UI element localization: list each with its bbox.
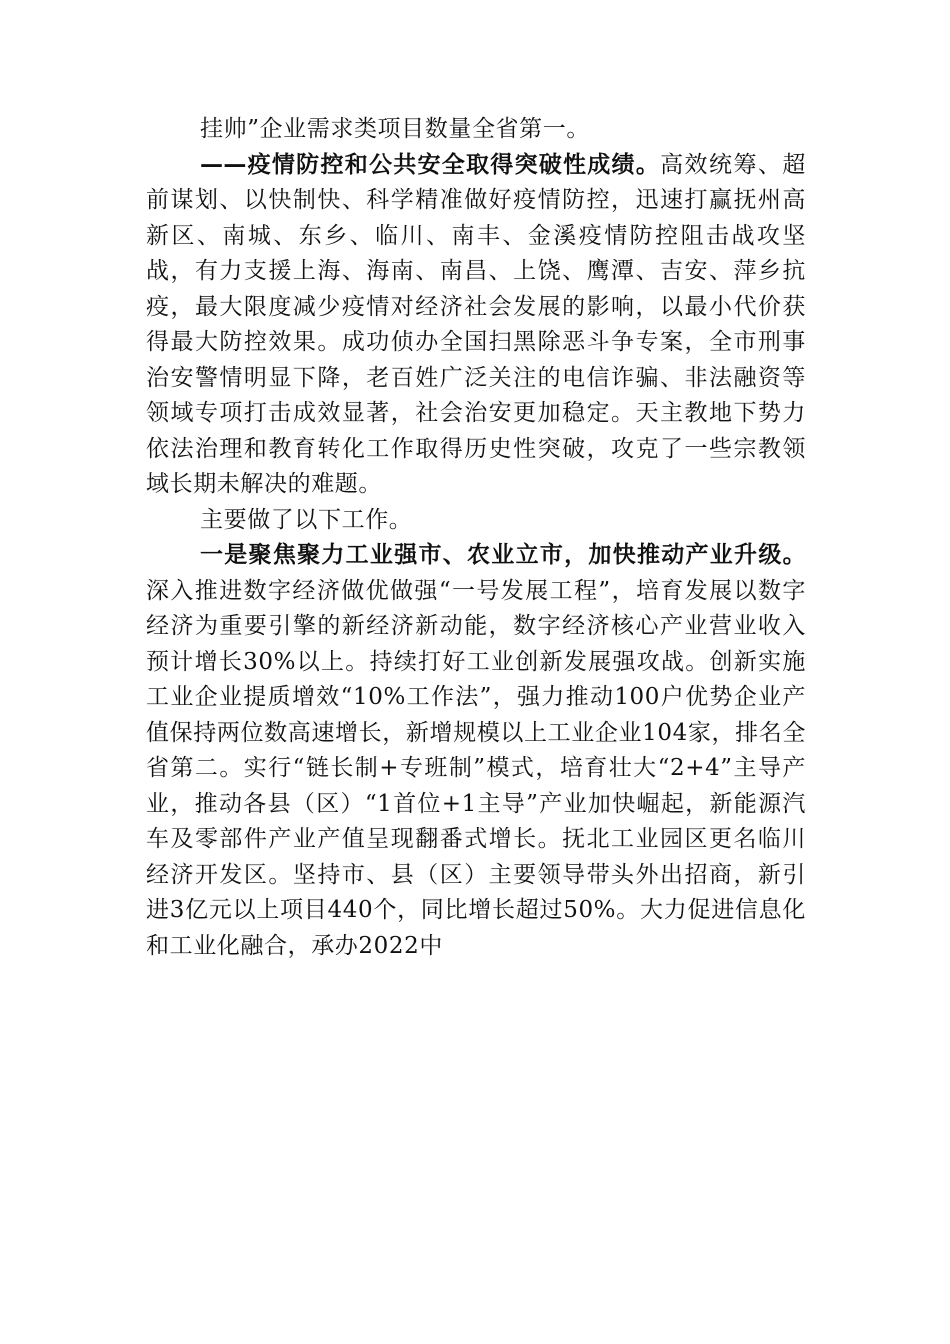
paragraph-text: 挂帅”企业需求类项目数量全省第一。 (200, 116, 590, 142)
paragraph-continuation (146, 112, 806, 148)
paragraph-intro-work (146, 503, 806, 539)
paragraph-epidemic-safety (146, 148, 806, 503)
paragraph-text: 深入推进数字经济做优做强“一号发展工程”，培育发展以数字经济为重要引擎的新经济新动能，数字经济核心产业营业收入预计增长30%以上。持续打好工业创新发展强攻战。创新实施工业企业提质增效“10%工作法”，强力推动100户优势企业产值保持两位数高速增长，新增规模以上工业企业104家，排名全省第二。实行“链长制+专班制”模式，培育壮大“2+4”主导产业，推动各县（区）“1首位+1主导”产业加快崛起，新能源汽车及零部件产业产值呈现翻番式增长。抚北工业园区更名临川经济开发区。坚持市、县（区）主要领导带头外出招商，新引进3亿元以上项目440个，同比增长超过50%。大力促进信息化和工业化融合，承办2022中 (146, 577, 806, 959)
paragraph-text: 高效统筹、超前谋划、以快制快、科学精准做好疫情防控，迅速打赢抚州高新区、南城、东乡、临川、南丰、金溪疫情防控阻击战攻坚战，有力支援上海、海南、南昌、上饶、鹰潭、吉安、萍乡抗疫，最大限度减少疫情对经济社会发展的影响，以最小代价获得最大防控效果。成功侦办全国扫黑除恶斗争专案，全市刑事治安警情明显下降，老百姓广泛关注的电信诈骗、非法融资等领域专项打击成效显著，社会治安更加稳定。天主教地下势力依法治理和教育转化工作取得历史性突破，攻克了一些宗教领域长期未解决的难题。 (146, 151, 806, 497)
paragraph-heading: 一是聚焦聚力工业强市、农业立市，加快推动产业升级。 (200, 542, 806, 568)
paragraph-text: 主要做了以下工作。 (200, 506, 413, 533)
paragraph-industry-upgrade (146, 538, 806, 964)
document-body (146, 112, 806, 964)
paragraph-heading: ——疫情防控和公共安全取得突破性成绩。 (200, 151, 661, 178)
